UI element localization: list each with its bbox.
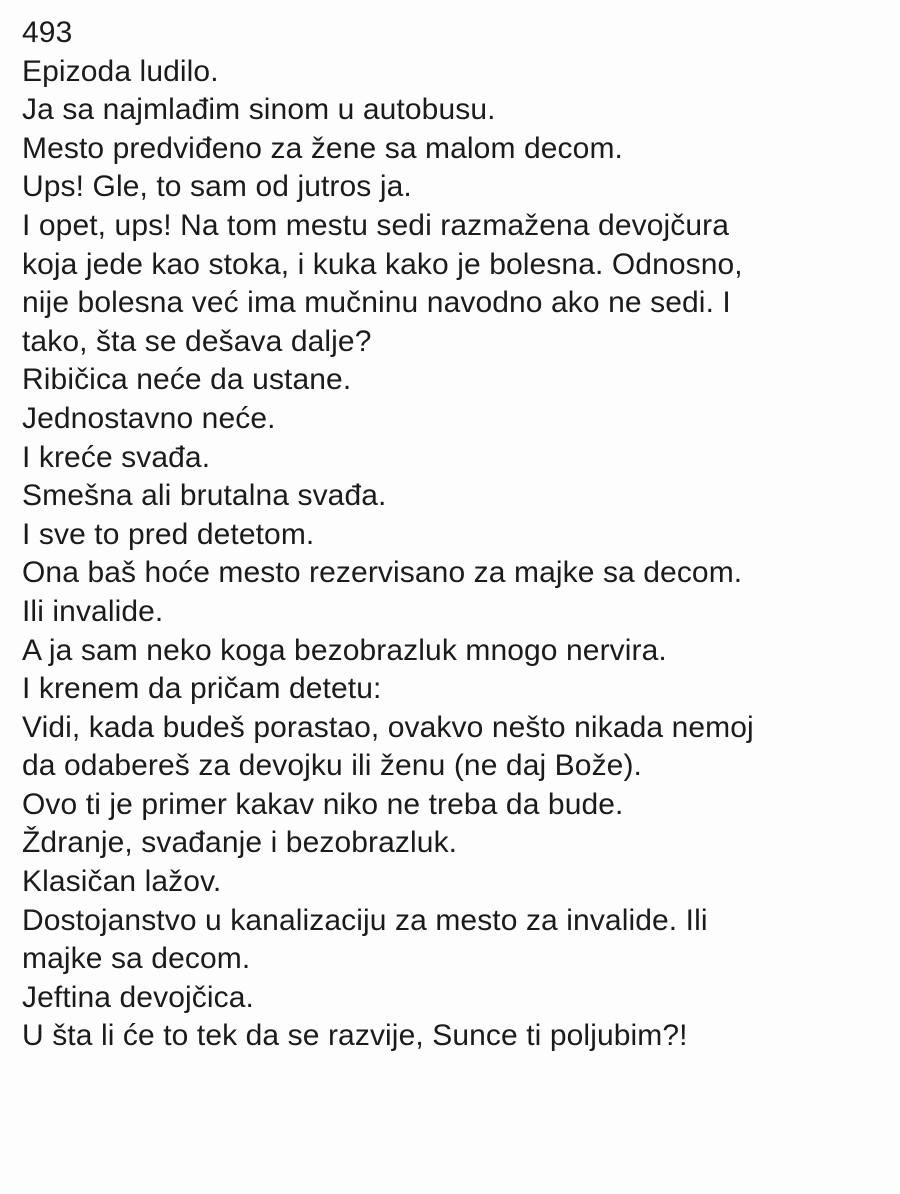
text-line: Ona baš hoće mesto rezervisano za majke sa decom.: [22, 556, 743, 590]
post-text: [22, 14, 892, 1056]
text-line: Ždranje, svađanje i bezobrazluk.: [22, 826, 458, 860]
text-line: U šta li će to tek da se razvije, Sunce ti poljubim?!: [22, 1019, 688, 1053]
text-line: majke sa decom.: [22, 942, 251, 976]
text-line: Vidi, kada budeš porastao, ovakvo nešto nikada nemoj: [22, 710, 754, 744]
text-line: tako, šta se dešava dalje?: [22, 324, 372, 358]
text-line: nije bolesna već ima mučninu navodno ako ne sedi. I: [22, 286, 731, 320]
text-line: I sve to pred detetom.: [22, 517, 315, 551]
text-line: Ups! Gle, to sam od jutros ja.: [22, 170, 412, 204]
text-line: I kreće svađa.: [22, 440, 211, 474]
text-line: Ovo ti je primer kakav niko ne treba da bude.: [22, 787, 624, 821]
text-line: Jednostavno neće.: [22, 401, 276, 435]
text-line: I krenem da pričam detetu:: [22, 672, 382, 706]
text-line: Jeftina devojčica.: [22, 980, 254, 1014]
text-line: Ribičica neće da ustane.: [22, 363, 352, 397]
text-line: Mesto predviđeno za žene sa malom decom.: [22, 131, 623, 165]
text-line: Dostojanstvo u kanalizaciju za mesto za invalide. Ili: [22, 903, 708, 937]
text-line: Ili invalide.: [22, 594, 164, 628]
text-line: koja jede kao stoka, i kuka kako je bolesna. Odnosno,: [22, 247, 743, 281]
text-line: Ja sa najmlađim sinom u autobusu.: [22, 93, 496, 127]
text-line: Klasičan lažov.: [22, 865, 222, 899]
post-number: 493: [22, 16, 73, 49]
text-line: Smešna ali brutalna svađa.: [22, 479, 387, 513]
text-line: Epizoda ludilo.: [22, 54, 219, 88]
text-line: A ja sam neko koga bezobrazluk mnogo nervira.: [22, 633, 667, 667]
text-line: da odabereš za devojku ili ženu (ne daj Bože).: [22, 749, 642, 783]
text-line: I opet, ups! Na tom mestu sedi razmažena devojčura: [22, 208, 730, 242]
